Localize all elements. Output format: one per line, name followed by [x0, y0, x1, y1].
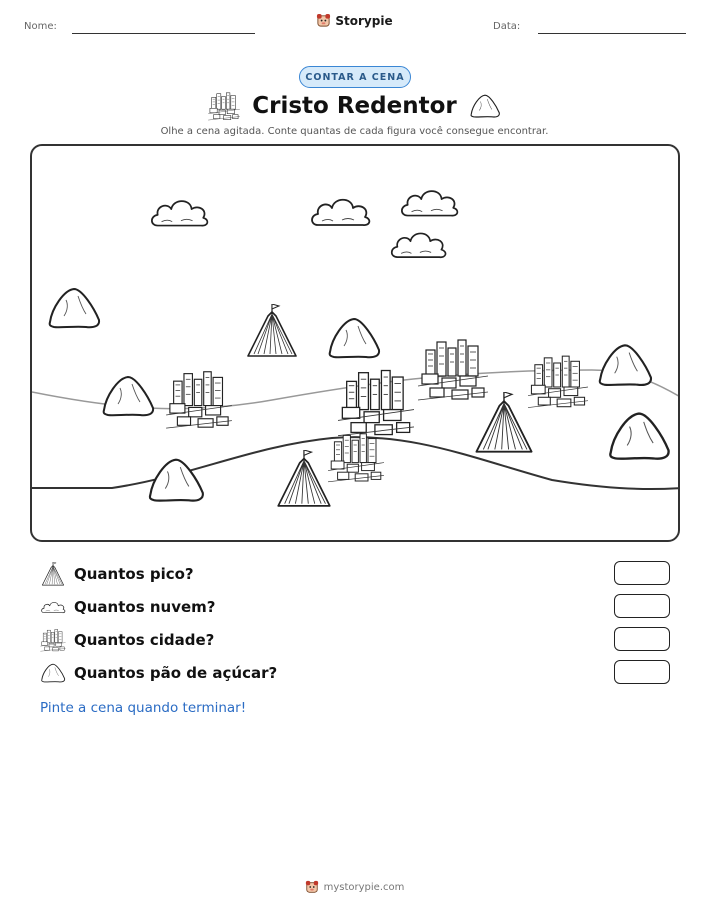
sugarloaf	[606, 410, 672, 462]
city	[166, 368, 232, 430]
question-peak	[40, 561, 670, 587]
name-label: Nome:	[24, 21, 57, 32]
sugarloaf	[596, 342, 654, 388]
city	[528, 352, 588, 410]
question-city	[40, 627, 670, 653]
instructions: Olhe a cena agitada. Conte quantas de cada figura você consegue encontrar.	[160, 126, 549, 137]
city-icon	[40, 628, 66, 652]
sugarloaf	[146, 456, 206, 504]
sugarloaf-icon	[469, 93, 501, 119]
counting-scene	[30, 144, 680, 542]
date-label: Data:	[493, 21, 521, 32]
question-text: Quantos pico?	[74, 565, 194, 583]
peak-icon	[40, 562, 66, 586]
footer	[0, 880, 709, 897]
cloud	[398, 182, 460, 222]
sugarloaf	[326, 316, 382, 360]
title-row	[0, 91, 709, 121]
brand-logo	[0, 13, 709, 31]
question-cloud	[40, 594, 670, 620]
cloud	[388, 224, 448, 264]
storypie-mascot-icon	[305, 880, 319, 894]
sugarloaf-icon	[40, 661, 66, 685]
question-text: Quantos pão de açúcar?	[74, 664, 278, 682]
sugarloaf	[46, 286, 102, 330]
page-title: Cristo Redentor	[252, 93, 457, 119]
city-icon	[208, 91, 240, 121]
answer-box-cloud[interactable]	[614, 594, 670, 618]
city	[418, 336, 488, 402]
sugarloaf	[100, 374, 156, 418]
name-field[interactable]	[72, 33, 255, 34]
brand-name: Storypie	[335, 13, 393, 28]
peak	[246, 304, 298, 358]
answer-box-peak[interactable]	[614, 561, 670, 585]
cloud	[308, 190, 372, 232]
answer-box-sugarloaf[interactable]	[614, 660, 670, 684]
question-text: Quantos nuvem?	[74, 598, 216, 616]
cloud-icon	[40, 595, 66, 619]
peak	[276, 450, 332, 508]
activity-badge: CONTAR A CENA	[299, 66, 411, 88]
finish-instruction: Pinte a cena quando terminar!	[40, 700, 247, 716]
question-text: Quantos cidade?	[74, 631, 215, 649]
answer-box-city[interactable]	[614, 627, 670, 651]
city	[338, 366, 414, 438]
date-field[interactable]	[538, 33, 686, 34]
city	[328, 430, 384, 484]
footer-url: mystorypie.com	[323, 881, 405, 893]
storypie-mascot-icon	[316, 13, 331, 28]
cloud	[148, 192, 210, 232]
question-sugarloaf	[40, 660, 670, 686]
